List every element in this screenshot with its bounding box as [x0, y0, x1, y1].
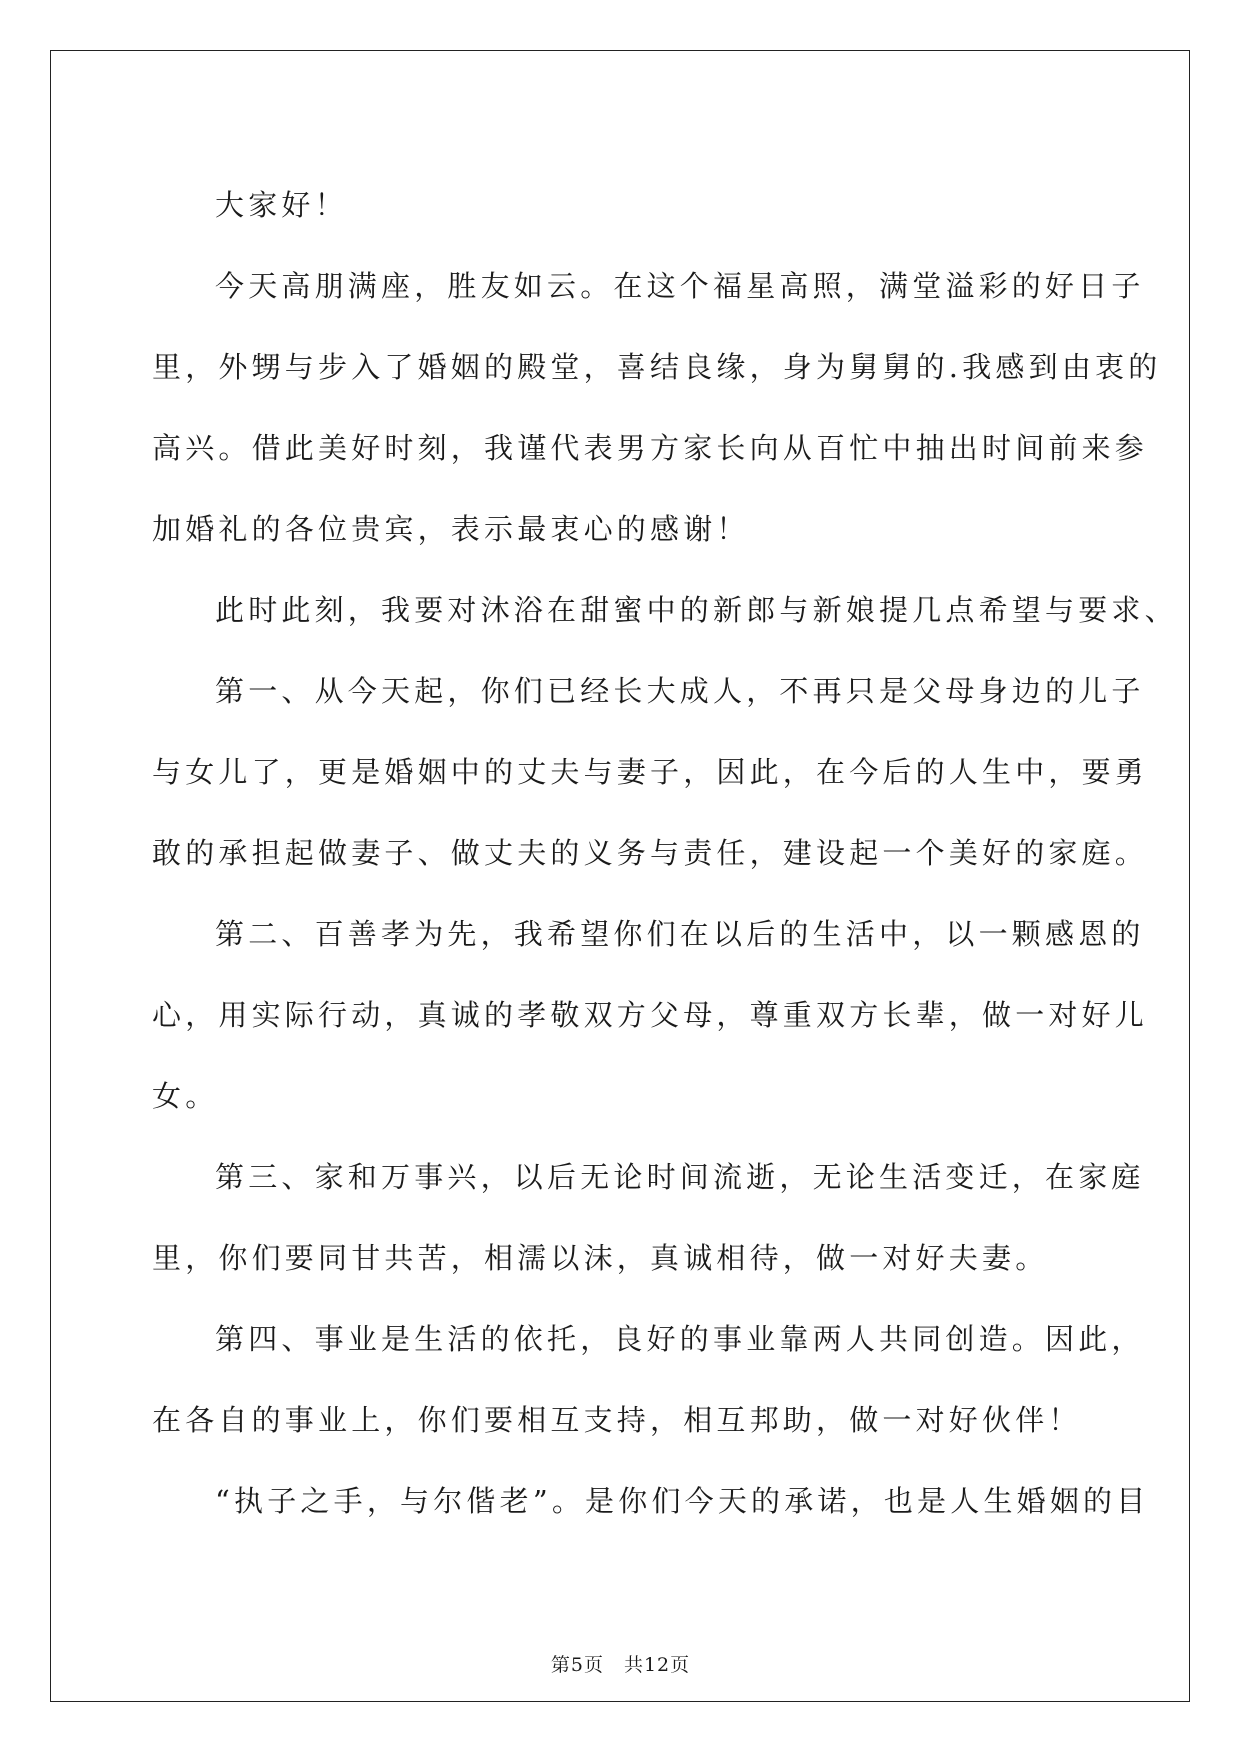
text-line: 第三、家和万事兴，以后无论时间流逝，无论生活变迁，在家庭 [215, 1160, 1145, 1194]
text-line: 此时此刻，我要对沐浴在甜蜜中的新郎与新娘提几点希望与要求、 [215, 593, 1178, 627]
text-line: 第二、百善孝为先，我希望你们在以后的生活中，以一颗感恩的 [215, 917, 1145, 951]
text-line: 心，用实际行动，真诚的孝敬双方父母，尊重双方长辈，做一对好儿 [152, 998, 1149, 1032]
text-line: 第四、事业是生活的依托，良好的事业靠两人共同创造。因此， [215, 1322, 1145, 1356]
text-line: 第一、从今天起，你们已经长大成人，不再只是父母身边的儿子 [215, 674, 1145, 708]
text-line: 加婚礼的各位贵宾，表示最衷心的感谢！ [152, 512, 750, 546]
text-line: 女。 [152, 1079, 219, 1113]
text-line: 高兴。借此美好时刻，我谨代表男方家长向从百忙中抽出时间前来参 [152, 431, 1149, 465]
text-line: 在各自的事业上，你们要相互支持，相互邦助，做一对好伙伴！ [152, 1403, 1082, 1437]
text-line: 今天高朋满座，胜友如云。在这个福星高照，满堂溢彩的好日子 [215, 269, 1145, 303]
text-line: 里，你们要同甘共苦，相濡以沫，真诚相待，做一对好夫妻。 [152, 1241, 1049, 1275]
text-line: 与女儿了，更是婚姻中的丈夫与妻子，因此，在今后的人生中，要勇 [152, 755, 1149, 789]
text-line: 里，外甥与步入了婚姻的殿堂，喜结良缘，身为舅舅的.我感到由衷的 [152, 350, 1162, 384]
document-body [152, 165, 1178, 1542]
text-line: “执子之手，与尔偕老”。是你们今天的承诺，也是人生婚姻的目 [215, 1484, 1150, 1518]
page-number: 第5页 共12页 [550, 1654, 691, 1676]
text-line: 大家好！ [215, 188, 348, 222]
text-line: 敢的承担起做妻子、做丈夫的义务与责任，建设起一个美好的家庭。 [152, 836, 1149, 870]
